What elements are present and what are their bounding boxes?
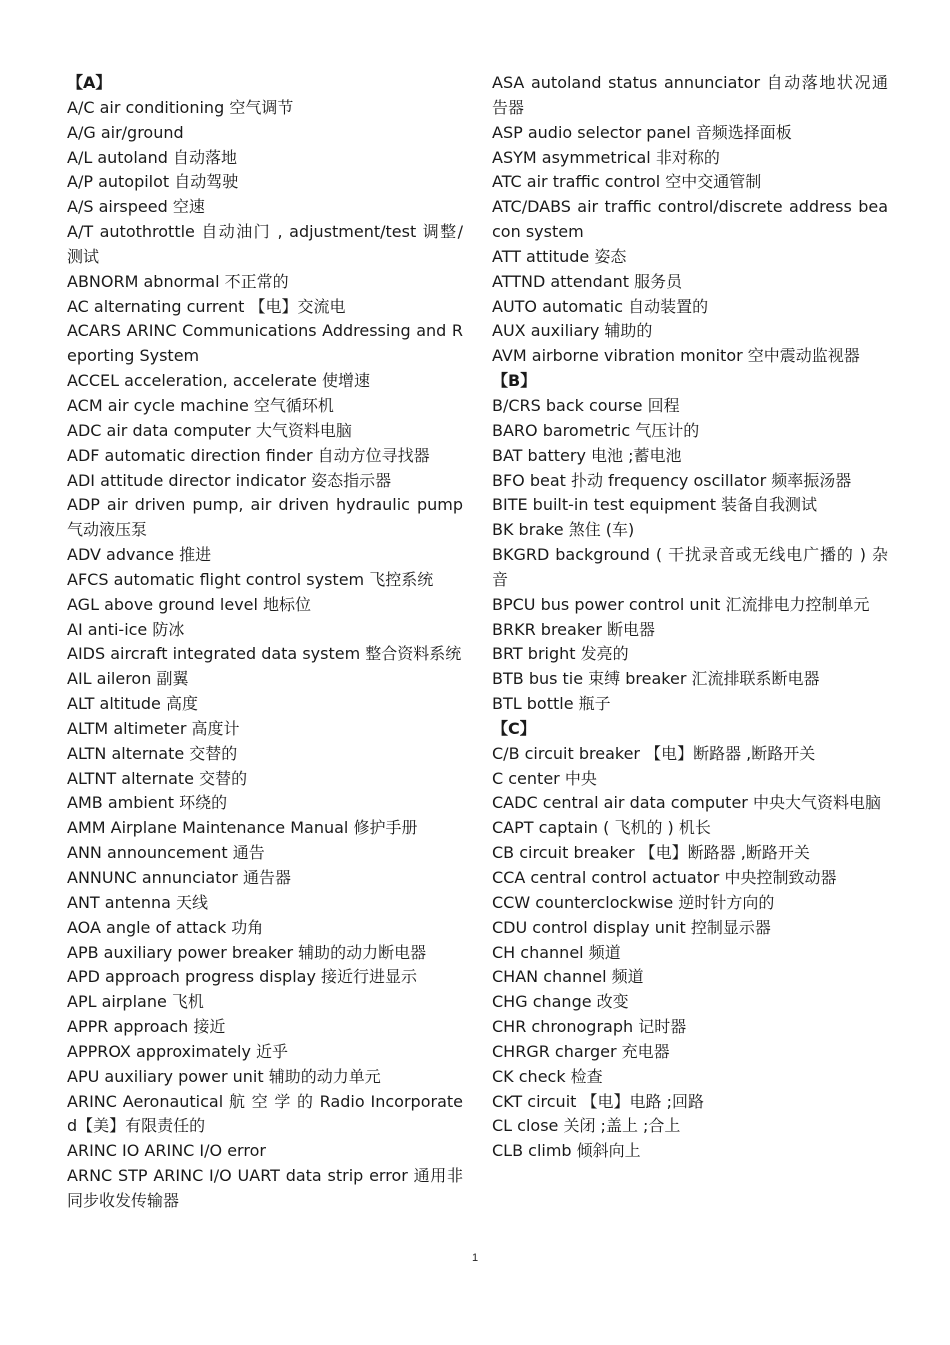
glossary-entry: ARINC IO ARINC I/O error	[67, 1141, 266, 1161]
glossary-entry: ABNORM abnormal 不正常的	[67, 271, 289, 291]
glossary-entry: ANN announcement 通告	[67, 843, 265, 863]
glossary-entry: ALTM altimeter 高度计	[67, 718, 240, 738]
glossary-entry: CCW counterclockwise 逆时针方向的	[492, 892, 775, 912]
glossary-entry: CLB climb 倾斜向上	[492, 1141, 641, 1161]
glossary-entry: ARINC Aeronautical 航 空 学 的 Radio Incorporated【美】有限责任的	[67, 1091, 463, 1136]
glossary-entry: ASA autoland status annunciator 自动落地状况通告器	[492, 73, 888, 117]
right-column	[492, 71, 888, 1164]
glossary-entry: AIL aileron 副翼	[67, 669, 189, 689]
glossary-entry: ATC air traffic control 空中交通管制	[492, 172, 762, 192]
glossary-entry: A/P autopilot 自动驾驶	[67, 172, 239, 192]
glossary-entry: BARO barometric 气压计的	[492, 420, 700, 440]
glossary-entry: A/G air/ground	[67, 122, 184, 142]
glossary-entry: CH channel 频道	[492, 942, 621, 962]
glossary-entry: CHG change 改变	[492, 992, 629, 1012]
glossary-entry: ATT attitude 姿态	[492, 246, 627, 266]
section-header: 【B】	[492, 371, 537, 391]
glossary-entry: BTB bus tie 束缚 breaker 汇流排联系断电器	[492, 669, 820, 689]
glossary-entry: BRT bright 发亮的	[492, 644, 629, 664]
glossary-entry: AC alternating current 【电】交流电	[67, 296, 346, 316]
glossary-entry: ADF automatic direction finder 自动方位寻找器	[67, 445, 430, 465]
glossary-entry: CB circuit breaker 【电】断路器 ,断路开关	[492, 843, 810, 863]
glossary-entry: APPROX approximately 近乎	[67, 1041, 289, 1061]
glossary-entry: CADC central air data computer 中央大气资料电脑	[492, 793, 881, 813]
glossary-entry: ANNUNC annunciator 通告器	[67, 868, 291, 887]
glossary-entry: APU auxiliary power unit 辅助的动力单元	[67, 1066, 381, 1086]
glossary-entry: ACM air cycle machine 空气循环机	[67, 395, 334, 415]
glossary-entry: CHRGR charger 充电器	[492, 1041, 670, 1061]
glossary-entry: ALTNT alternate 交替的	[67, 768, 248, 788]
glossary-entry: CCA central control actuator 中央控制致动器	[492, 868, 837, 887]
glossary-entry: AI anti-ice 防冰	[67, 619, 185, 639]
glossary-entry: CL close 关闭 ;盖上 ;合上	[492, 1116, 681, 1136]
glossary-entry: ALTN alternate 交替的	[67, 743, 238, 763]
glossary-entry: ADP air driven pump, air driven hydraulic pump 气动液压泵	[67, 495, 463, 540]
glossary-entry: A/C air conditioning 空气调节	[67, 97, 294, 117]
glossary-entry: ACARS ARINC Communications Addressing and Reporting System	[67, 321, 463, 366]
glossary-entry: ASP audio selector panel 音频选择面板	[492, 122, 792, 142]
glossary-entry: BFO beat 扑动 frequency oscillator 频率振汤器	[492, 470, 852, 490]
glossary-entry: CK check 检查	[492, 1066, 603, 1086]
glossary-entry: ATC/DABS air traffic control/discrete address beacon system	[492, 197, 888, 242]
glossary-entry: AFCS automatic flight control system 飞控系统	[67, 569, 434, 589]
glossary-entry: A/T autothrottle 自动油门 , adjustment/test 调整/测试	[67, 222, 463, 266]
glossary-entry: ATTND attendant 服务员	[492, 271, 683, 291]
glossary-entry: ADV advance 推进	[67, 545, 212, 565]
glossary-entry: CHR chronograph 记时器	[492, 1017, 687, 1037]
glossary-entry: CHAN channel 频道	[492, 967, 644, 987]
glossary-entry: ARNC STP ARINC I/O UART data strip error 通用非同步收发传输器	[67, 1166, 463, 1210]
glossary-entry: C center 中央	[492, 768, 597, 788]
glossary-entry: APD approach progress display 接近行进显示	[67, 967, 418, 987]
glossary-entry: BITE built-in test equipment 装备自我测试	[492, 495, 818, 515]
glossary-entry: APB auxiliary power breaker 辅助的动力断电器	[67, 942, 427, 962]
section-header: 【A】	[67, 73, 112, 92]
glossary-entry: AGL above ground level 地标位	[67, 594, 312, 614]
glossary-entry: ADC air data computer 大气资料电脑	[67, 420, 352, 440]
glossary-entry: APPR approach 接近	[67, 1017, 226, 1037]
glossary-entry: AMM Airplane Maintenance Manual 修护手册	[67, 818, 418, 838]
glossary-entry: AOA angle of attack 功角	[67, 917, 264, 937]
glossary-entry: AIDS aircraft integrated data system 整合资料系统	[67, 644, 462, 664]
glossary-entry: BTL bottle 瓶子	[492, 694, 611, 714]
glossary-entry: ASYM asymmetrical 非对称的	[492, 147, 720, 167]
glossary-entry: BAT battery 电池 ;蓄电池	[492, 445, 682, 465]
glossary-entry: BPCU bus power control unit 汇流排电力控制单元	[492, 594, 870, 614]
section-header: 【C】	[492, 718, 536, 738]
glossary-entry: BRKR breaker 断电器	[492, 619, 656, 639]
glossary-entry: BKGRD background ( 干扰录音或无线电广播的 ) 杂音	[492, 545, 888, 589]
glossary-entry: A/L autoland 自动落地	[67, 147, 237, 167]
glossary-entry: AUTO automatic 自动装置的	[492, 296, 709, 316]
glossary-entry: A/S airspeed 空速	[67, 197, 205, 217]
left-column	[67, 71, 463, 1214]
glossary-entry: B/CRS back course 回程	[492, 395, 680, 415]
glossary-entry: APL airplane 飞机	[67, 992, 204, 1012]
glossary-entry: ACCEL acceleration, accelerate 使增速	[67, 371, 370, 391]
glossary-entry: CAPT captain ( 飞机的 ) 机长	[492, 818, 711, 838]
glossary-entry: AMB ambient 环绕的	[67, 793, 228, 813]
glossary-entry: AUX auxiliary 辅助的	[492, 321, 653, 341]
glossary-entry: ALT altitude 高度	[67, 694, 198, 714]
glossary-entry: BK brake 煞住 (车)	[492, 520, 635, 540]
glossary-entry: C/B circuit breaker 【电】断路器 ,断路开关	[492, 743, 816, 763]
glossary-entry: ADI attitude director indicator 姿态指示器	[67, 470, 392, 490]
glossary-entry: CKT circuit 【电】电路 ;回路	[492, 1091, 704, 1111]
page-number: 1	[471, 1252, 479, 1264]
glossary-entry: AVM airborne vibration monitor 空中震动监视器	[492, 346, 860, 366]
glossary-entry: CDU control display unit 控制显示器	[492, 917, 771, 937]
glossary-entry: ANT antenna 天线	[67, 892, 209, 912]
